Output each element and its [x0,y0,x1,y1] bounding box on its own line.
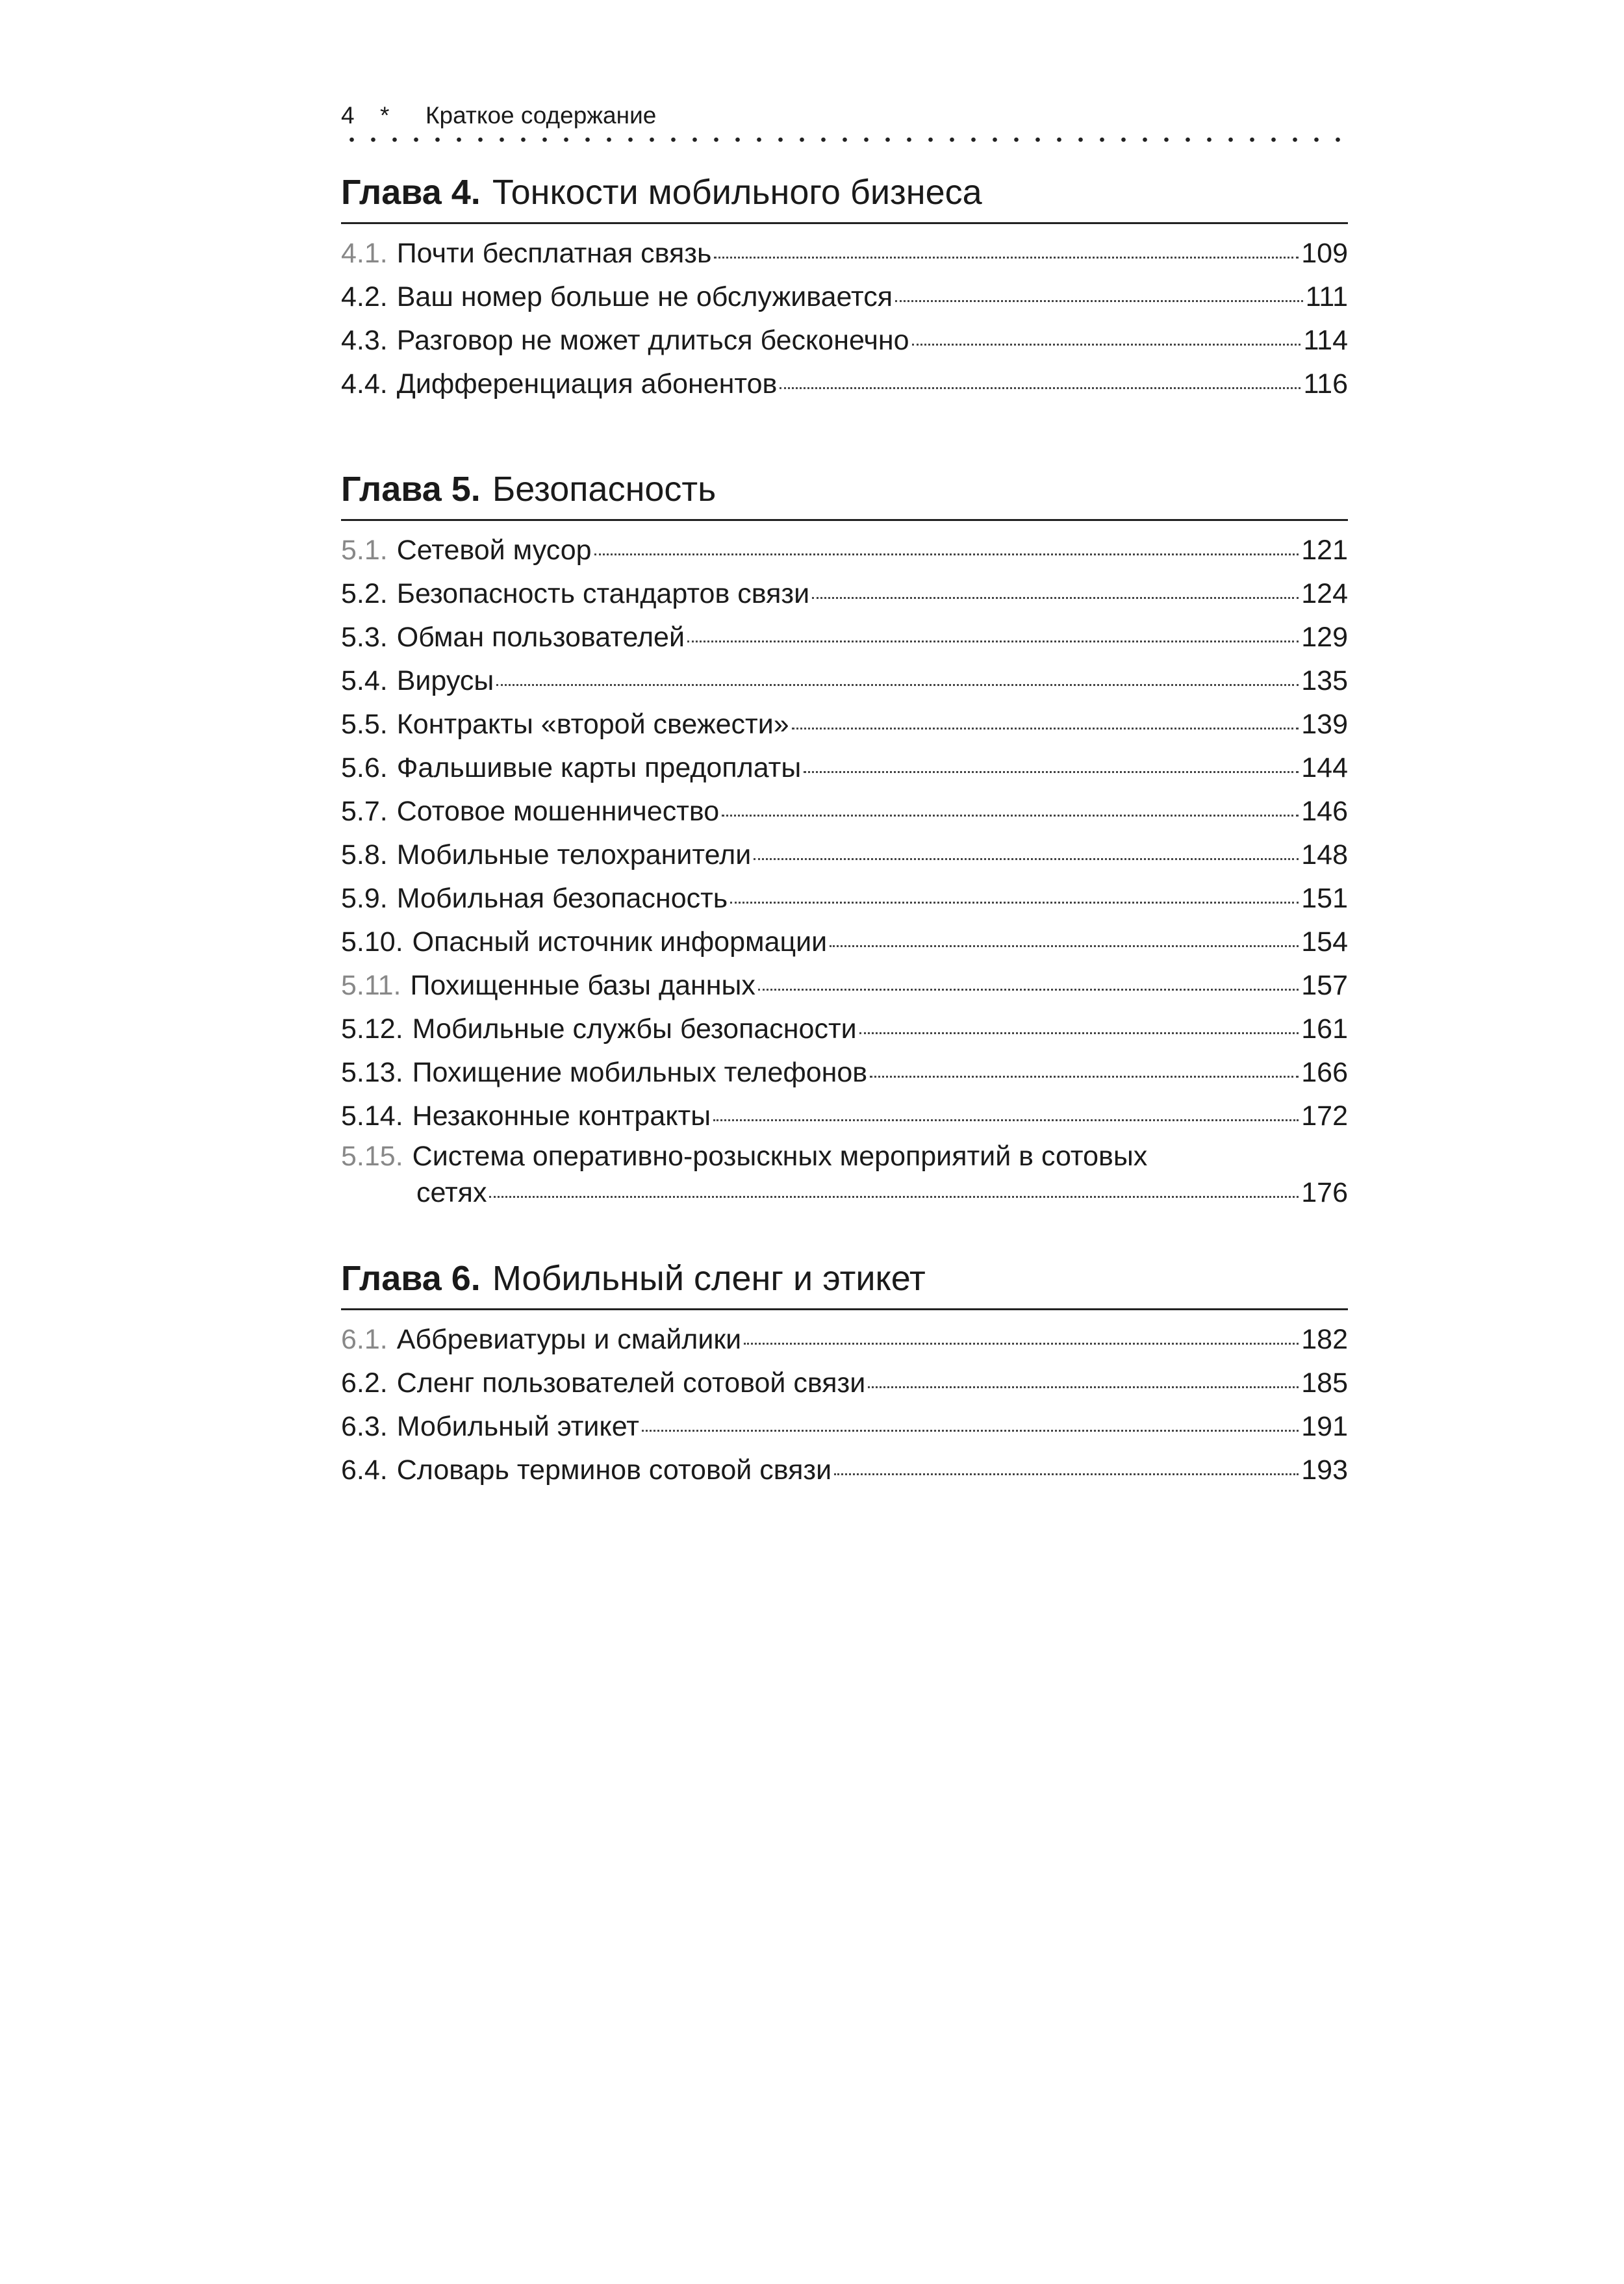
running-head [341,97,1348,134]
entry-title: Безопасность стандартов связи [396,578,810,609]
entry-page: 193 [1301,1454,1348,1486]
entry-page: 114 [1303,325,1348,356]
entry-number: 4.1. [341,238,388,269]
leader-dots [744,1343,1299,1345]
toc-entry[interactable] [341,1095,1348,1138]
entry-title: Контракты «второй свежести» [396,709,789,740]
chapter-name: Тонкости мобильного бизнеса [492,173,982,212]
entry-number: 6.2. [341,1367,388,1399]
entry-page: 166 [1301,1057,1348,1088]
chapter-rule [341,519,1348,521]
entry-number: 5.3. [341,622,388,653]
chapter-label: Глава 4. [341,173,481,212]
entry-title: Ваш номер больше не обслуживается [396,281,893,312]
chapter-name: Безопасность [492,470,717,509]
leader-dots [714,257,1299,259]
entry-title: Словарь терминов сотовой связи [396,1454,832,1486]
entry-page: 139 [1301,709,1348,740]
entry-title: Обман пользователей [396,622,685,653]
toc-entry[interactable] [341,746,1348,790]
entry-page: 157 [1301,970,1348,1001]
chapter-label: Глава 6. [341,1259,481,1298]
running-head-separator: * [380,102,390,129]
entry-title: Дифференциация абонентов [396,368,778,400]
toc-entry[interactable] [341,319,1348,362]
leader-dots [496,684,1299,686]
entry-number: 4.4. [341,368,388,400]
entry-title-continued: сетях [416,1177,487,1208]
chapter-5 [341,463,1348,1211]
entry-page: 111 [1305,281,1348,312]
leader-dots [868,1386,1299,1388]
toc-entry[interactable] [341,275,1348,319]
entry-number: 5.7. [341,796,388,827]
leader-dots [594,553,1299,555]
toc-entry[interactable] [341,1362,1348,1405]
leader-dots [912,344,1301,346]
entry-page: 144 [1301,752,1348,783]
leader-dots [758,989,1299,991]
leader-dots [713,1119,1299,1121]
chapter-title [341,166,1348,218]
toc-entry[interactable] [341,1449,1348,1492]
leader-dots [830,945,1299,947]
entry-title: Незаконные контракты [412,1100,711,1132]
entry-number: 5.6. [341,752,388,783]
entry-title: Сленг пользователей сотовой связи [396,1367,866,1399]
entry-title: Вирусы [396,665,494,696]
entry-page: 135 [1301,665,1348,696]
entry-title: Мобильные службы безопасности [412,1013,857,1045]
leader-dots [730,902,1299,904]
entry-number: 4.3. [341,325,388,356]
running-head-title: Краткое содержание [425,102,657,129]
leader-dots [834,1473,1299,1475]
chapter-name: Мобильный сленг и этикет [492,1259,926,1298]
toc-entry[interactable] [341,1051,1348,1095]
entry-page: 109 [1301,238,1348,269]
entry-page: 129 [1301,622,1348,653]
entry-page: 154 [1301,926,1348,958]
entry-number: 5.5. [341,709,388,740]
entry-number: 5.1. [341,535,388,566]
chapter-4 [341,166,1348,406]
chapter-title [341,1252,1348,1304]
chapter-title [341,463,1348,515]
entry-title: Опасный источник информации [412,926,828,958]
toc-entry[interactable] [341,1008,1348,1051]
entry-title: Мобильные телохранители [396,839,752,870]
entry-page: 191 [1301,1411,1348,1442]
leader-dots [792,728,1299,730]
leader-dots [642,1430,1299,1432]
entry-title: Сетевой мусор [396,535,592,566]
entry-number: 5.8. [341,839,388,870]
toc-page [341,97,1348,1492]
entry-title: Мобильный этикет [396,1411,639,1442]
entry-number: 5.15. [341,1141,403,1172]
leader-dots [722,815,1299,817]
entry-page: 146 [1301,796,1348,827]
entry-number: 6.4. [341,1454,388,1486]
entry-number: 5.14. [341,1100,403,1132]
entry-title: Система оперативно-розыскных мероприятий в сотовых [412,1141,1148,1172]
entry-page: 124 [1301,578,1348,609]
leader-dots [804,771,1299,773]
entry-number: 5.9. [341,883,388,914]
page-number: 4 [341,102,355,129]
entry-title: Мобильная безопасность [396,883,728,914]
toc-entry[interactable] [341,703,1348,746]
entry-title: Аббревиатуры и смайлики [396,1324,742,1355]
entry-page: 161 [1301,1013,1348,1045]
leader-dots [812,597,1299,599]
entry-page: 121 [1301,535,1348,566]
leader-dots [870,1076,1299,1078]
entry-number: 5.2. [341,578,388,609]
leader-dots [754,858,1299,860]
toc-entry[interactable] [341,1318,1348,1362]
entry-second-line [341,1174,1348,1211]
chapter-label: Глава 5. [341,470,481,509]
entry-title: Почти бесплатная связь [396,238,712,269]
entry-page: 151 [1301,883,1348,914]
entry-title: Разговор не может длиться бесконечно [396,325,909,356]
toc-entry[interactable] [341,362,1348,406]
entry-number: 5.11. [341,970,401,1001]
chapter-6 [341,1252,1348,1492]
entry-first-line [341,1138,1348,1174]
entry-page: 185 [1301,1367,1348,1399]
toc-entry[interactable] [341,616,1348,659]
leader-dots [895,300,1303,302]
entry-number: 5.4. [341,665,388,696]
entry-number: 6.3. [341,1411,388,1442]
entry-page: 148 [1301,839,1348,870]
toc-entry[interactable] [341,877,1348,920]
entry-title: Фальшивые карты предоплаты [396,752,802,783]
entry-number: 5.12. [341,1013,403,1045]
leader-dots [489,1196,1299,1198]
dotted-divider [341,136,1348,143]
leader-dots [859,1032,1299,1034]
chapter-rule [341,1308,1348,1310]
leader-dots [687,641,1299,642]
toc-entry[interactable] [341,659,1348,703]
entry-title: Сотовое мошенничество [396,796,720,827]
entry-number: 5.10. [341,926,403,958]
leader-dots [780,387,1300,389]
toc-entry-wrapped[interactable] [341,1138,1348,1211]
entry-page: 176 [1301,1177,1348,1208]
entry-page: 182 [1301,1324,1348,1355]
toc-entry[interactable] [341,790,1348,833]
toc-entry[interactable] [341,572,1348,616]
toc-entry[interactable] [341,964,1348,1008]
entry-number: 6.1. [341,1324,388,1355]
toc-entry[interactable] [341,232,1348,275]
entry-number: 5.13. [341,1057,403,1088]
entry-page: 116 [1303,368,1348,400]
toc-entry[interactable] [341,833,1348,877]
toc-entry[interactable] [341,529,1348,572]
toc-entry[interactable] [341,920,1348,964]
toc-entry[interactable] [341,1405,1348,1449]
entry-title: Похищение мобильных телефонов [412,1057,868,1088]
chapter-rule [341,222,1348,224]
entry-title: Похищенные базы данных [410,970,755,1001]
entry-number: 4.2. [341,281,388,312]
entry-page: 172 [1301,1100,1348,1132]
